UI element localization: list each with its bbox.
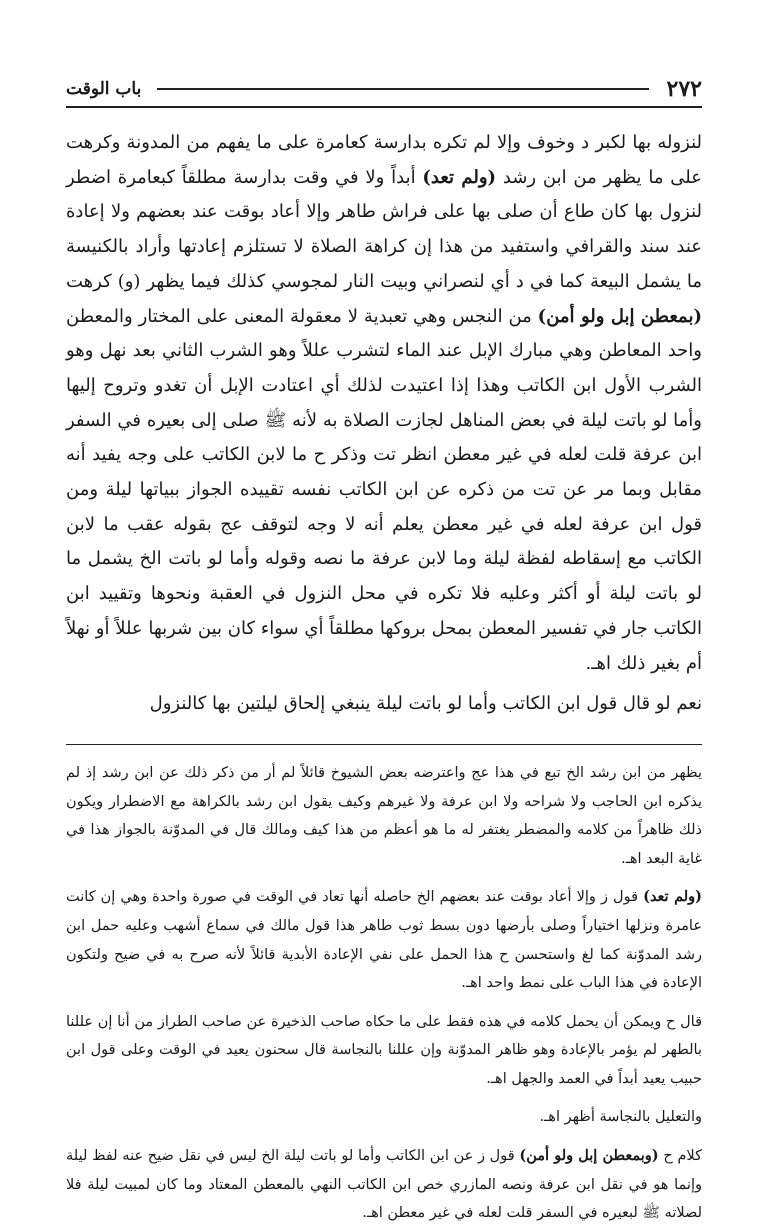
keyword-ولم-تعد: (ولم تعد) xyxy=(422,166,497,188)
footnote-paragraph xyxy=(66,883,702,997)
footnote-paragraph xyxy=(66,1142,702,1228)
main-paragraph-last: نعم لو قال قول ابن الكاتب وأما لو باتت ليلة ينبغي إلحاق ليلتين بها كالنزول xyxy=(149,693,702,715)
footnote-keyword: (ولم تعد) xyxy=(643,888,703,906)
footnotes xyxy=(66,759,702,1228)
keyword-بمعطن-إبل: (بمعطن إبل ولو أمن) xyxy=(537,305,702,327)
footnote-keyword: (وبمعطن إبل ولو أمن) xyxy=(519,1147,659,1165)
page-number: ٢٧٢ xyxy=(666,76,702,102)
main-text-segment: لنزوله بها لكبر د وخوف وإلا لم تكره بدارسة كعامرة على ما يفهم من المدونة وكرهت على ما يظهر من ابن رشد xyxy=(66,132,702,188)
chapter-title: باب الوقت xyxy=(66,79,142,99)
main-text xyxy=(66,126,702,722)
footnote-divider xyxy=(66,744,702,745)
footnote-text: قول ز وإلا أعاد بوقت عند بعضهم الخ حاصله أنها تعاد في الوقت في صورة واحدة وهي إن كانت عامرة ونزلها اختياراً وصلى بأرضها دون بسط ثوب طاهر هذا قول مالك في سماع أشهب وعليه حمل ابن رشد المدوّنة كما لغ واستحسن ح هذا الحمل على نفي الإعادة الأبدية قائلاً لأنه صرح به في ضيح ولتكون الإعادة في هذا الباب على نمط واحد اهـ. xyxy=(66,889,702,992)
footnote-text: قول ز عن ابن الكاتب وأما لو باتت ليلة الخ ليس في نقل ضيح عنه لفظ ليلة وإنما هو في نقل ابن عرفة ونصه المازري خص ابن الكاتب النهي بالمعطن المعتاد وما كان لمبيت ليلة فلا لصلاته ﷺ لبعيره في السفر قلت لعله في غير معطن اهـ. xyxy=(66,1148,702,1222)
main-text-segment: أبداً ولا في وقت بدارسة مطلقاً كبعامرة اضطر لنزول بها كان طاع أن صلى بها على فراش طاهر وإلا أعاد بوقت عند بعضهم ولا إعادة عند سند والقرافي واستفيد من هذا إن كراهة الصلاة لا تستلزم إعادتها وأراد بالكنيسة ما يشمل البيعة كما في د أي لنصراني وبيت النار لمجوسي كذلك فيما يظهر (و) كرهت xyxy=(66,166,702,292)
page-header xyxy=(66,72,702,108)
footnote-text: كلام ح xyxy=(658,1148,702,1165)
main-paragraph xyxy=(66,126,702,681)
footnote-paragraph: يظهر من ابن رشد الخ تبع في هذا عج واعترضه بعض الشيوخ قائلاً لم أر من ذكر ذلك عن ابن رشد إذ لم يذكره ابن الحاجب ولا شراحه ولا ابن عرفة ولا غيرهم وكيف يقول ابن رشد بالكراهة مع الاضطرار ويكون ذلك ظاهراً من كلامه والمضطر يغتفر له ما هو أعظم من هذا كيف ومالك قال في المدوّنة بالجواز هذا في غاية البعد اهـ. xyxy=(66,764,702,867)
book-page xyxy=(66,72,702,1228)
footnote-paragraph: قال ح ويمكن أن يحمل كلامه في هذه فقط على ما حكاه صاحب الذخيرة عن صاحب الطراز من أنا إن عللنا بالطهر لم يؤمر بالإعادة وهو ظاهر المدوّنة وإن عللنا بالنجاسة قال سحنون يعيد في الوقت وعلى قول ابن حبيب يعيد أبداً في العمد والجهل اهـ. xyxy=(66,1013,702,1087)
header-rule xyxy=(157,88,648,90)
main-text-segment: من النجس وهي تعبدية لا معقولة المعنى على المختار والمعطن واحد المعاطن وهي مبارك الإبل عند الماء لتشرب عللاً وهو الشرب الثاني بعد نهل وهو الشرب الأول ابن الكاتب وهذا إذا اعتيدت لذلك أي اعتادت الإبل أن تغدو وتروح إليها وأما لو باتت ليلة في بعض المناهل لجازت الصلاة به لأنه ﷺ صلى إلى بعيره في السفر ابن عرفة قلت لعله في غير معطن انظر تت وذكر ح ما لابن الكاتب على وجه يفيد أنه مقابل وبما مر عن تت من ذكره عن ابن الكاتب نفسه تقييده الجواز ببياتها ليلة ومن قول ابن عرفة لعله في غير معطن يعلم أنه لا وجه لتوقف عج بقوله عقب ما لابن الكاتب مع إسقاطه لفظة ليلة وما لابن عرفة ما نصه وقوله وأما لو باتت الخ يشمل ما لو باتت ليلة أو أكثر وعليه فلا تكره في محل النزول في العقبة ونحوها وتقييد ابن الكاتب جار في تفسير المعطن بمحل بروكها مطلقاً أي سواء كان بين شربها عللاً أو نهلاً أم بغير ذلك اهـ. xyxy=(66,305,702,674)
footnote-paragraph: والتعليل بالنجاسة أظهر اهـ. xyxy=(539,1109,702,1126)
